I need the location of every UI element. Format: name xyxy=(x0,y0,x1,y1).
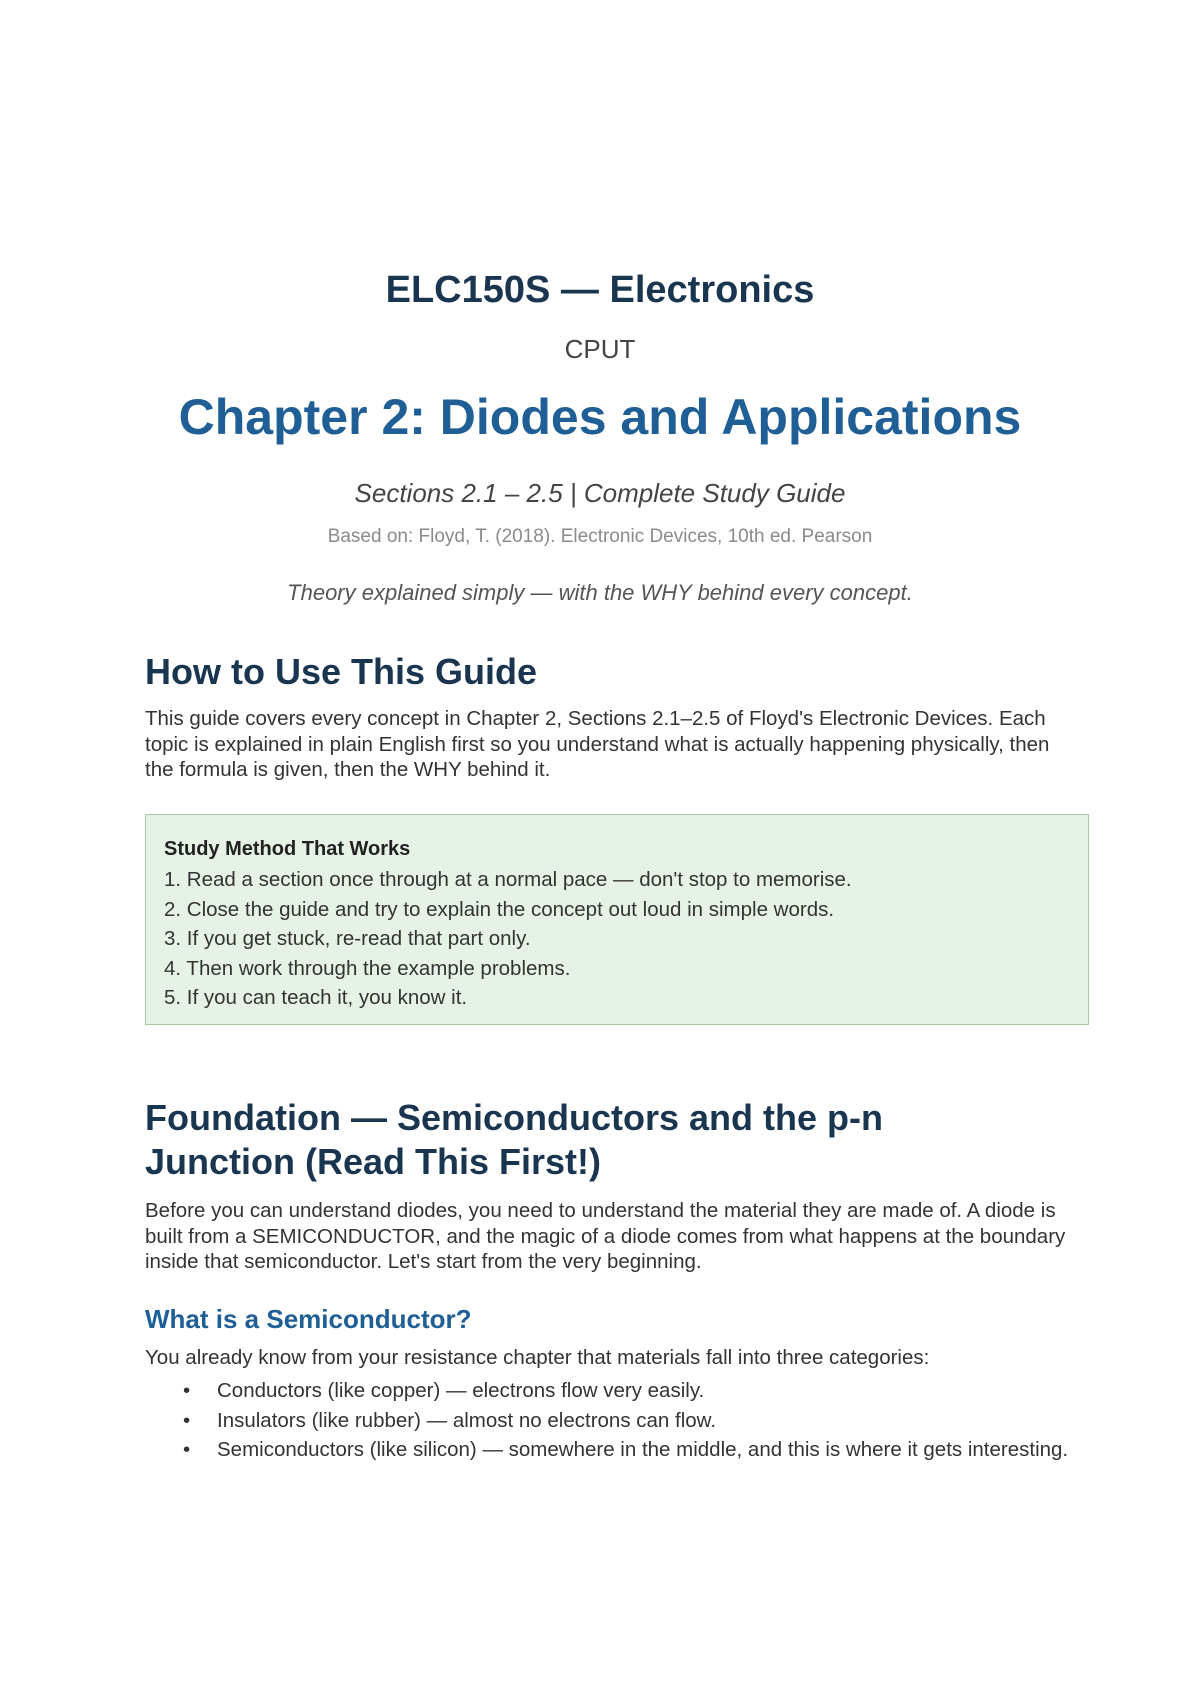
how-to-use-paragraph: This guide covers every concept in Chapter 2, Sections 2.1–2.5 of Floyd's Electronic Devices. Each topic is explained in plain English first so you understand what is actually happening physically, then the formula is given, then the WHY behind it. xyxy=(145,707,1050,781)
study-method-callout xyxy=(145,814,1089,1025)
bullet-text: Insulators (like rubber) — almost no electrons can flow. xyxy=(217,1408,717,1432)
sections-subtitle: Sections 2.1 – 2.5 | Complete Study Guide xyxy=(354,478,846,508)
how-to-use-heading: How to Use This Guide xyxy=(145,651,538,692)
bullet-icon: • xyxy=(183,1438,191,1461)
categories-intro: You already know from your resistance chapter that materials fall into three categories: xyxy=(145,1346,930,1369)
callout-title: Study Method That Works xyxy=(164,838,411,860)
list-item xyxy=(145,1408,1075,1434)
list-item: 3. If you get stuck, re-read that part only. xyxy=(164,927,531,950)
bullet-text: Conductors (like copper) — electrons flow very easily. xyxy=(217,1379,705,1402)
institution-name: CPUT xyxy=(564,334,636,364)
list-item: 5. If you can teach it, you know it. xyxy=(164,986,468,1009)
textbook-reference: Based on: Floyd, T. (2018). Electronic Devices, 10th ed. Pearson xyxy=(327,526,873,547)
material-categories-list xyxy=(145,1378,1075,1467)
chapter-title: Chapter 2: Diodes and Applications xyxy=(178,389,1022,445)
foundation-heading: Foundation — Semiconductors and the p-n Junction (Read This First!) xyxy=(145,1097,883,1182)
course-title: ELC150S — Electronics xyxy=(385,269,815,311)
foundation-paragraph: Before you can understand diodes, you need to understand the material they are made of. A diode is built from a SEMICONDUCTOR, and the magic of a diode comes from what happens at the boundary inside that semiconductor. Let's start from the very beginning. xyxy=(145,1199,1066,1273)
guide-tagline: Theory explained simply — with the WHY behind every concept. xyxy=(287,580,913,605)
list-item xyxy=(145,1437,1075,1463)
list-item: 2. Close the guide and try to explain the concept out loud in simple words. xyxy=(164,897,835,921)
bullet-icon: • xyxy=(183,1379,191,1402)
list-item: 4. Then work through the example problems. xyxy=(164,956,571,980)
study-steps-list xyxy=(164,865,1070,1013)
bullet-text: Semiconductors (like silicon) — somewhere in the middle, and this is where it gets interesting. xyxy=(217,1438,1069,1461)
list-item: 1. Read a section once through at a normal pace — don't stop to memorise. xyxy=(164,868,852,891)
list-item xyxy=(145,1378,1075,1404)
bullet-icon: • xyxy=(183,1408,191,1432)
semiconductor-subheading: What is a Semiconductor? xyxy=(145,1304,472,1334)
